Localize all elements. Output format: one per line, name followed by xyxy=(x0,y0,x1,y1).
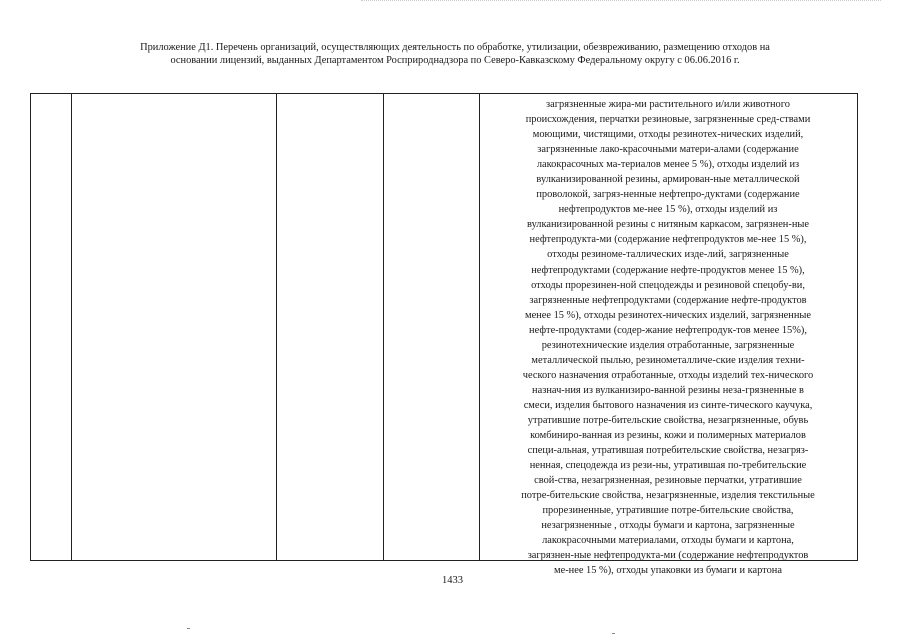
waste-line: незагрязненные , отходы бумаги и картона, загрязненные xyxy=(541,520,795,532)
waste-line: ненная, спецодежда из рези-ны, утратившая по-требительские xyxy=(529,460,807,472)
waste-line: происхождения, перчатки резиновые, загрязненные сред-ствами xyxy=(525,114,811,126)
column-divider-1 xyxy=(71,94,72,560)
header-line-1: Приложение Д1. Перечень организаций, осуществляющих деятельность по обработке, утилизации, обезвреживанию, размещению отходов на xyxy=(140,42,770,53)
waste-line: проволокой, загряз-ненные нефтепро-дуктами (содержание xyxy=(536,189,800,201)
waste-line: загрязненные нефтепродуктами (содержание нефте-продуктов xyxy=(529,294,807,306)
waste-line: загрязненные жира-ми растительного и/или животного xyxy=(546,99,790,110)
scan-artifact-top xyxy=(361,0,881,7)
waste-line: лакокрасочными материалами, отходы бумаги и картона, xyxy=(542,535,794,547)
waste-line: загрязненные лако-красочными матери-алами (содержание xyxy=(537,144,799,156)
waste-line: металлической пылью, резинометалличе-ские изделия техни- xyxy=(531,354,805,366)
waste-line: менее 15 %), отходы резинотех-нических изделий, загрязненные xyxy=(525,309,811,321)
page-number: 1433 xyxy=(442,575,463,586)
waste-line: комбиниро-ванная из резины, кожи и полимерных материалов xyxy=(530,430,806,442)
waste-line: смеси, изделия бытового назначения из синте-тического каучука, xyxy=(523,399,813,411)
waste-line: нефтепродуктами (содержание нефте-продуктов менее 15 %), xyxy=(531,264,805,276)
header-line-2: основании лицензий, выданных Департаментом Росприроднадзора по Северо-Кавказскому Федеральному округу с 06.06.2016 г. xyxy=(170,54,740,66)
organizations-table xyxy=(30,93,858,577)
waste-types-cell xyxy=(480,97,856,579)
waste-line: моющими, чистящими, отходы резинотех-нических изделий, xyxy=(532,129,804,141)
waste-line: нефтепродукта-ми (содержание нефтепродуктов ме-нее 15 %), xyxy=(529,234,807,246)
column-divider-3 xyxy=(383,94,384,560)
document-header xyxy=(60,42,850,67)
waste-line: резинотехнические изделия отработанные, загрязненные xyxy=(541,339,795,351)
waste-line: вулканизированной резины с нитяным каркасом, загрязнен-ные xyxy=(527,219,809,231)
waste-line: потре-бительские свойства, незагрязненные, изделия текстильные xyxy=(521,490,815,502)
scan-speck xyxy=(612,633,615,634)
waste-line: лакокрасочных ма-териалов менее 5 %), отходы изделий из xyxy=(536,159,800,171)
waste-line: назнач-ния из вулканизиро-ванной резины неза-грязненные в xyxy=(532,384,804,396)
waste-line: нефтепродуктов ме-нее 15 %), отходы изделий из xyxy=(558,204,778,216)
waste-line: свой-ства, незагрязненная, резиновые перчатки, утратившие xyxy=(534,475,802,487)
scan-speck xyxy=(187,628,190,629)
waste-line: нефте-продуктами (содер-жание нефтепродук-тов менее 15%), xyxy=(529,324,807,336)
waste-line: загрязнен-ные нефтепродукта-ми (содержание нефтепродуктов xyxy=(527,550,809,562)
waste-line: отходы прорезинен-ной спецодежды и резиновой спецобу-ви, xyxy=(531,279,805,291)
column-divider-2 xyxy=(276,94,277,560)
waste-line: ме-нее 15 %), отходы упаковки из бумаги и картона xyxy=(554,565,782,577)
waste-line: прорезиненные, утратившие потре-бительские свойства, xyxy=(542,505,794,517)
waste-line: отходы резиноме-таллических изде-лий, загрязненные xyxy=(547,249,789,261)
waste-line: вулканизированной резины, армирован-ные металлической xyxy=(536,174,800,186)
waste-line: специ-альная, утратившая потребительские свойства, незагряз- xyxy=(527,445,809,457)
waste-line: ческого назначения отработанные, отходы изделий тех-нического xyxy=(522,369,814,381)
waste-line: утратившие потре-бительские свойства, незагрязненные, обувь xyxy=(527,414,809,426)
